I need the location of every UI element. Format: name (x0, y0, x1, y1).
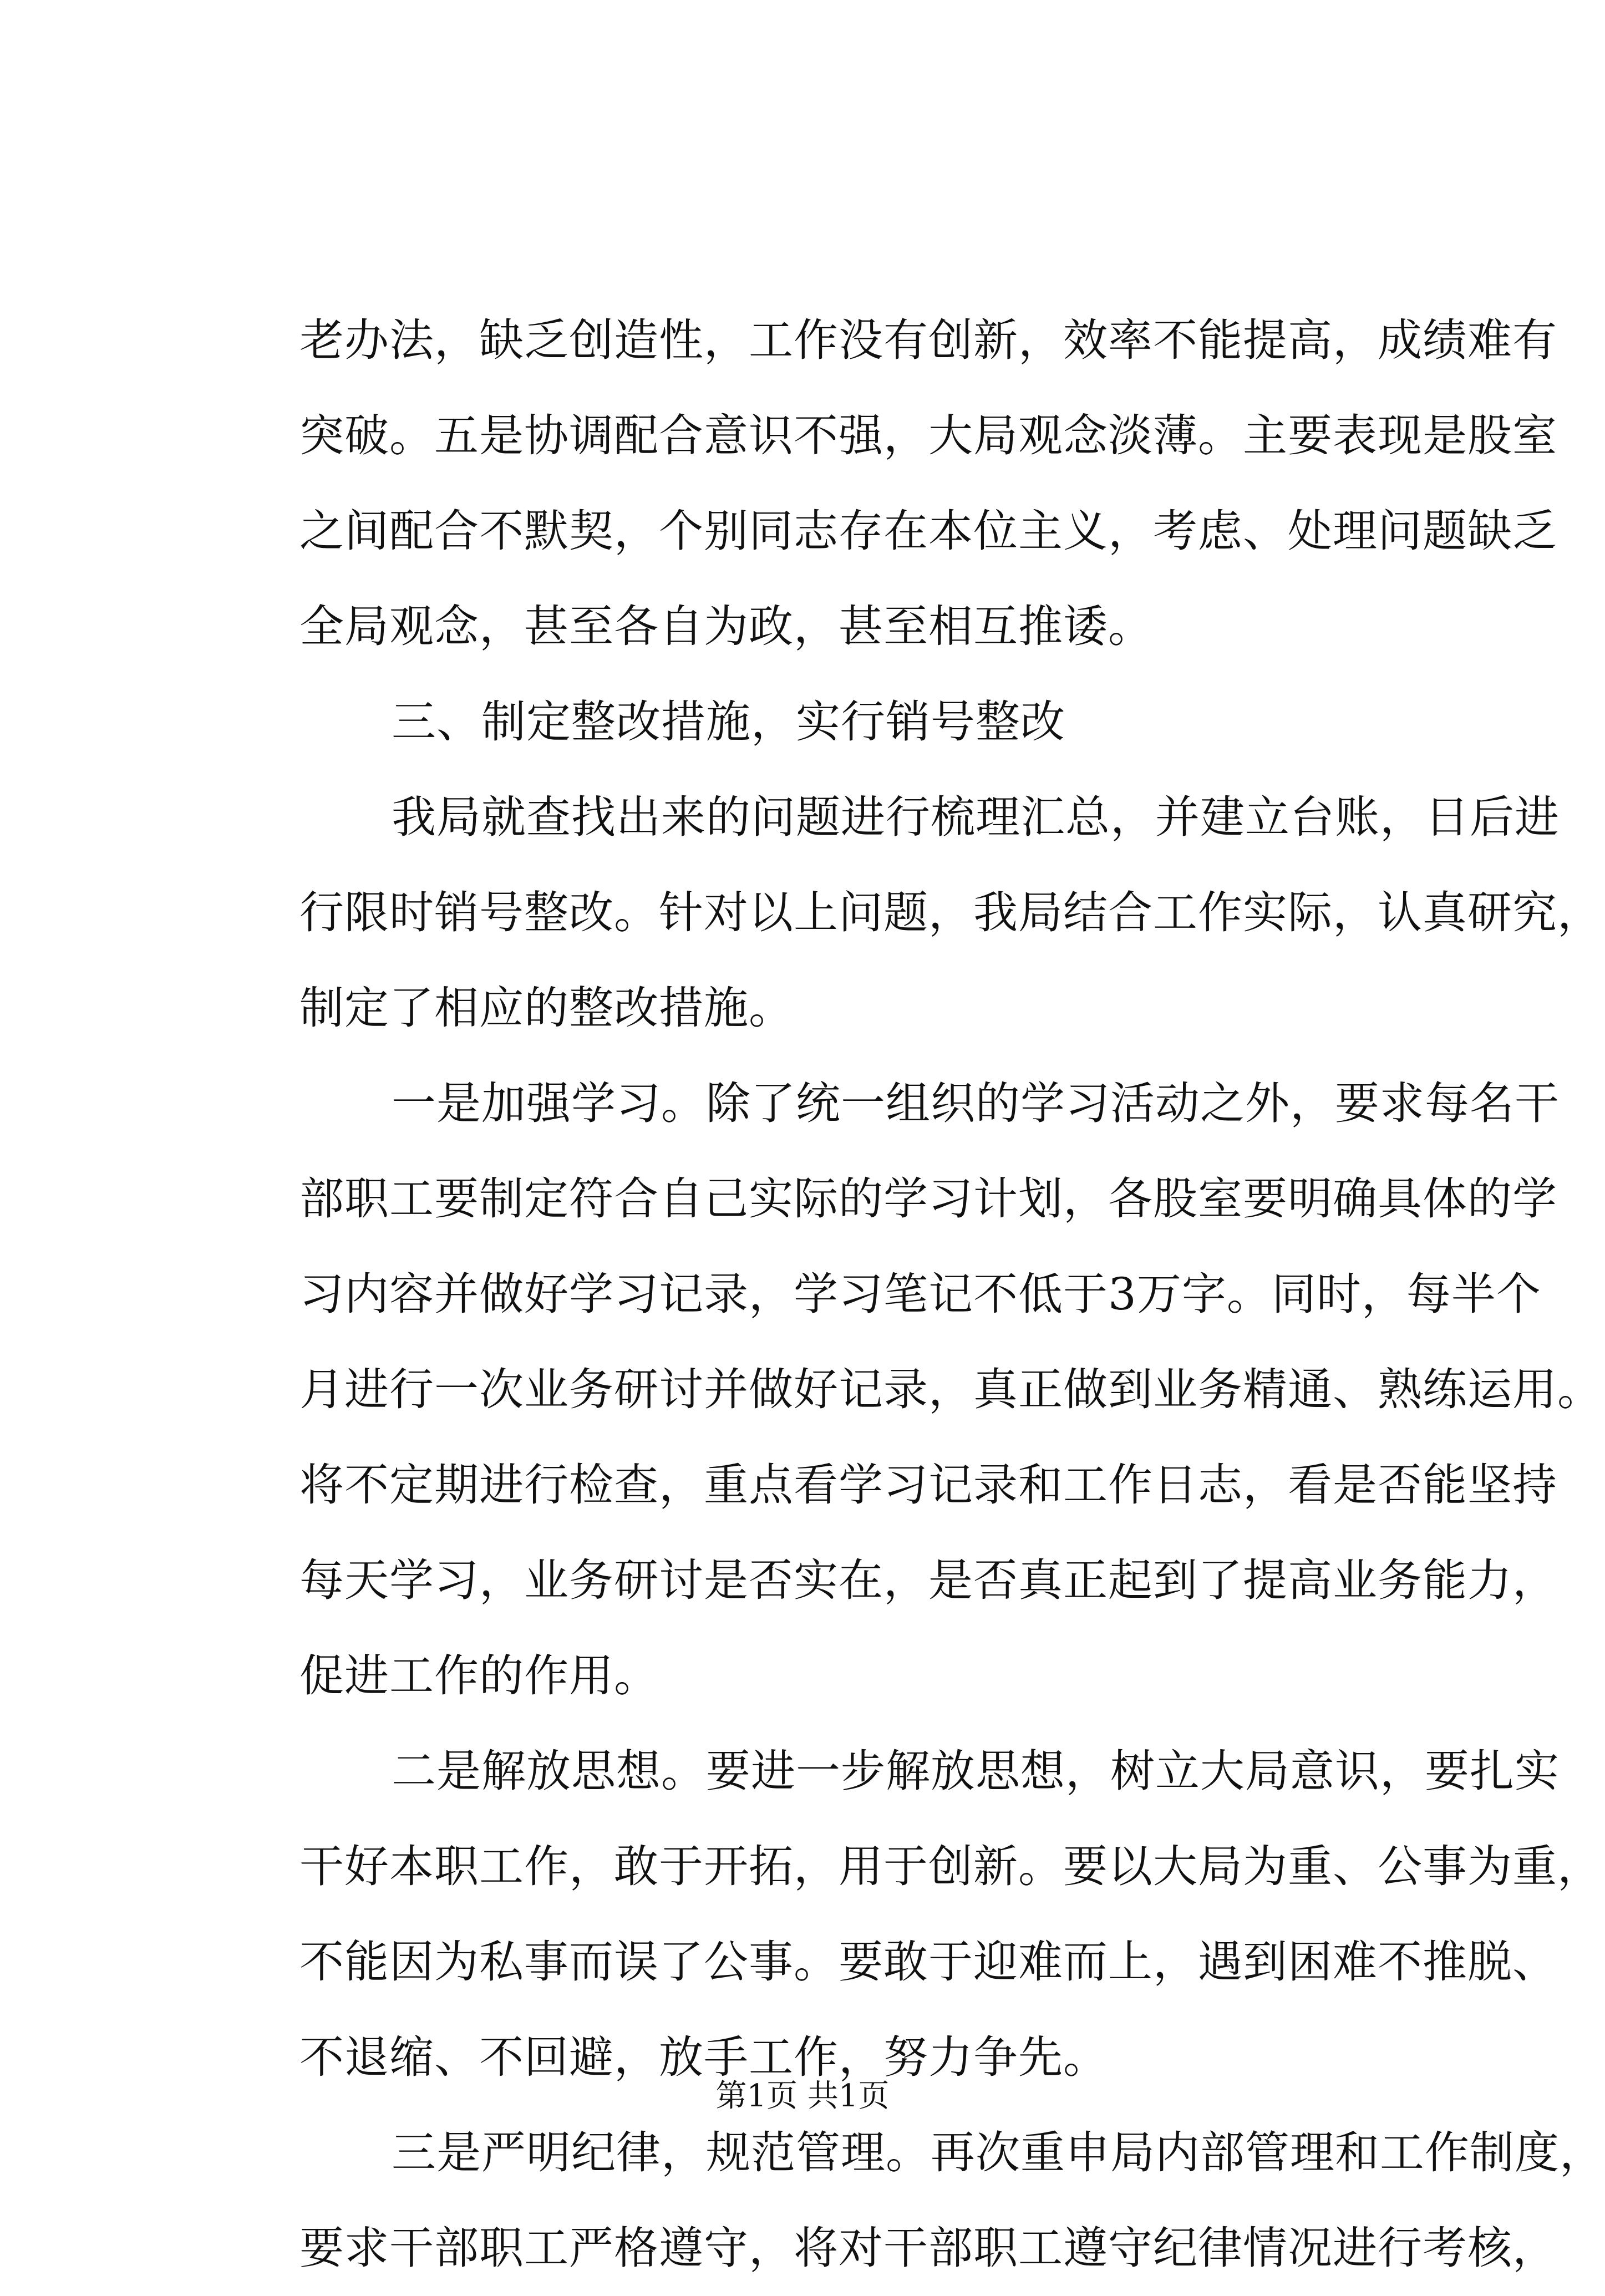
section-heading: 三、制定整改措施，实行销号整改 (392, 696, 1065, 748)
text-line: 二是解放思想。要进一步解放思想，树立大局意识，要扎实 (392, 1745, 1560, 1797)
text-line: 促进工作的作用。 (299, 1650, 659, 1701)
text-line: 制定了相应的整改措施。 (299, 982, 794, 1034)
document-body (299, 293, 1604, 2296)
text-line: 不能因为私事而误了公事。要敢于迎难而上，遇到困难不推脱、 (299, 1936, 1557, 1988)
text-line: 行限时销号整改。针对以上问题，我局结合工作实际，认真研究， (299, 887, 1602, 938)
text-line: 突破。五是协调配合意识不强，大局观念淡薄。主要表现是股室 (299, 410, 1557, 461)
page-footer: 第1页 共1页 (715, 2078, 890, 2114)
text-line: 一是加强学习。除了统一组织的学习活动之外，要求每名干 (392, 1078, 1560, 1129)
text-line: 要求干部职工严格遵守，将对干部职工遵守纪律情况进行考核， (299, 2222, 1557, 2274)
text-line: 将不定期进行检查，重点看学习记录和工作日志，看是否能坚持 (299, 1459, 1557, 1511)
text-line: 三是严明纪律，规范管理。再次重申局内部管理和工作制度， (392, 2127, 1604, 2178)
text-line: 部职工要制定符合自己实际的学习计划，各股室要明确具体的学 (299, 1173, 1557, 1225)
text-line: 之间配合不默契，个别同志存在本位主义，考虑、处理问题缺乏 (299, 505, 1557, 557)
text-line: 我局就查找出来的问题进行梳理汇总，并建立台账，日后进 (392, 791, 1560, 843)
text-line: 老办法，缺乏创造性，工作没有创新，效率不能提高，成绩难有 (299, 314, 1557, 366)
text-line: 习内容并做好学习记录，学习笔记不低于3万字。同时，每半个 (299, 1268, 1541, 1320)
text-line: 月进行一次业务研讨并做好记录，真正做到业务精通、熟练运用。 (299, 1364, 1602, 1415)
text-line: 每天学习，业务研讨是否实在，是否真正起到了提高业务能力， (299, 1555, 1557, 1606)
text-line: 全局观念，甚至各自为政，甚至相互推诿。 (299, 601, 1153, 652)
text-line: 不退缩、不回避，放手工作，努力争先。 (299, 2031, 1108, 2083)
text-line: 干好本职工作，敢于开拓，用于创新。要以大局为重、公事为重， (299, 1841, 1602, 1892)
